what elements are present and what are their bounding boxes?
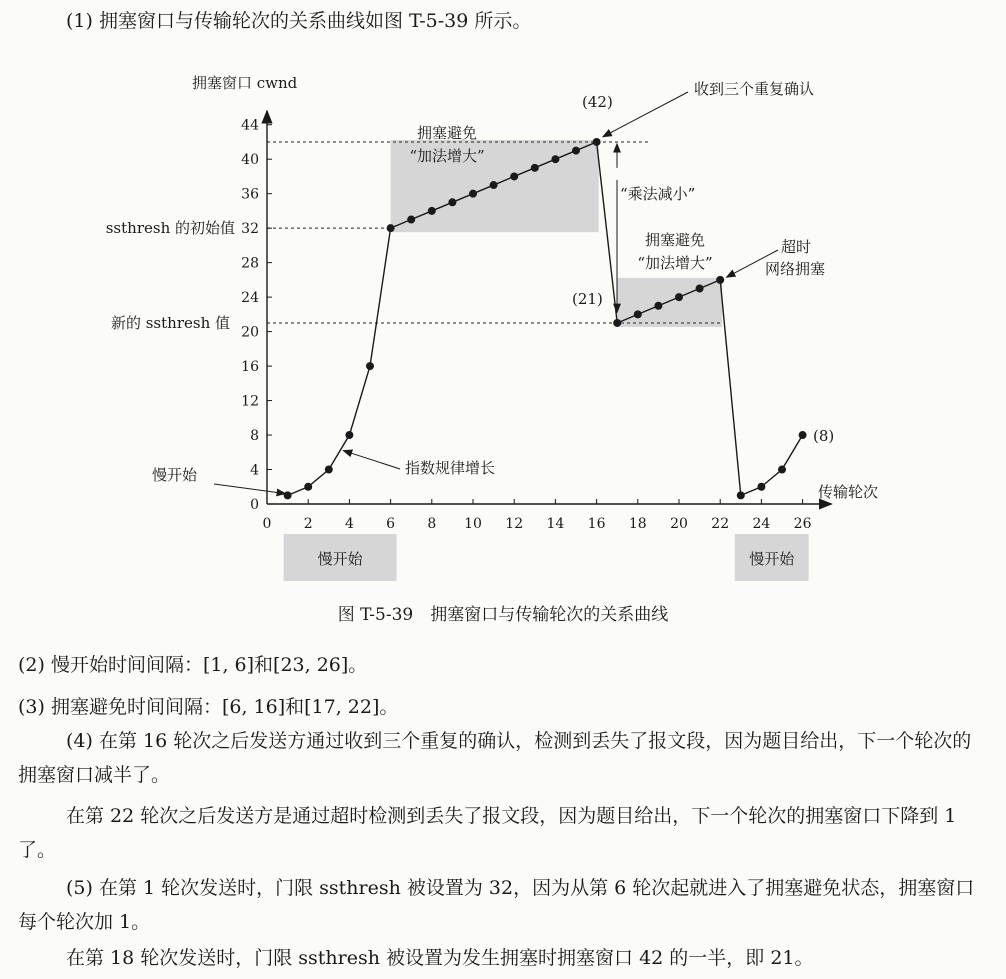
paragraph-3: (3) 拥塞避免时间间隔：[6, 16]和[17, 22]。 (18, 696, 399, 718)
data-point-15 (572, 147, 580, 155)
data-point-13 (531, 164, 539, 172)
exp-growth-arrow (343, 451, 400, 469)
data-point-26 (799, 431, 807, 439)
series-segment-2 (741, 435, 803, 495)
figure-caption: 图 T-5-39 拥塞窗口与传输轮次的关系曲线 (337, 605, 669, 625)
x-tick-label-2: 2 (303, 516, 313, 532)
data-point-11 (490, 181, 498, 189)
x-tick-label-26: 26 (793, 516, 812, 532)
ca2-title: 拥塞避免 (644, 231, 706, 249)
data-point-1 (284, 491, 292, 499)
y-tick-label-0: 0 (250, 497, 259, 513)
y-tick-label-16: 16 (241, 359, 259, 376)
data-point-18 (634, 310, 642, 318)
mult-dec-label: “乘法减小” (620, 185, 696, 203)
shaded-regions (284, 140, 812, 581)
y-tick-label-4: 4 (250, 462, 259, 479)
data-point-7 (407, 216, 415, 224)
x-tick-label-20: 20 (670, 516, 688, 532)
paragraph-5b: 在第 18 轮次发送时，门限 ssthresh 被设置为发生拥塞时拥塞窗口 42 的一半，即 21。 (66, 947, 814, 969)
y-tick-label-44: 44 (241, 117, 259, 134)
data-point-17 (613, 319, 621, 327)
data-point-9 (448, 198, 456, 206)
cwnd-chart (0, 60, 1006, 600)
ca1-subtitle: “加法增大” (409, 147, 485, 165)
data-point-24 (757, 483, 765, 491)
x-tick-label-6: 6 (386, 516, 396, 532)
data-point-5 (366, 362, 374, 370)
x-tick-label-24: 24 (752, 516, 771, 532)
data-point-21 (696, 285, 704, 293)
data-point-6 (387, 224, 395, 232)
y-tick-label-20: 20 (241, 324, 259, 341)
network-congestion-label: 网络拥塞 (765, 260, 826, 278)
drop-22-23 (720, 280, 741, 496)
x-tick-label-0: 0 (262, 516, 272, 532)
x-tick-label-18: 18 (628, 516, 647, 532)
x-tick-label-4: 4 (344, 516, 354, 532)
x-axis-label: 传输轮次 (818, 483, 879, 501)
x-tick-label-22: 22 (711, 516, 730, 532)
data-point-22 (716, 276, 724, 284)
y-tick-label-36: 36 (241, 186, 259, 203)
peak-42-label: (42) (582, 93, 613, 111)
data-point-3 (325, 466, 333, 474)
x-tick-label-16: 16 (587, 516, 606, 532)
paragraph-4b: 在第 22 轮次之后发送方是通过超时检测到丢失了报文段，因为题目给出，下一个轮次的拥塞窗口下降到 1 了。 (18, 805, 957, 861)
y-tick-label-40: 40 (241, 152, 259, 169)
paragraph-5a: (5) 在第 1 轮次发送时，门限 ssthresh 被设置为 32，因为从第 6 轮次起就进入了拥塞避免状态，拥塞窗口每个轮次加 1。 (18, 877, 975, 933)
slow-start-label: 慢开始 (152, 466, 198, 484)
data-point-10 (469, 190, 477, 198)
y-tick-label-32: 32 (241, 221, 259, 238)
data-point-12 (510, 172, 518, 180)
y-tick-label-12: 12 (241, 393, 259, 410)
data-point-2 (304, 483, 312, 491)
ca2-subtitle: “加法增大” (637, 254, 713, 272)
x-tick-label-10: 10 (464, 516, 482, 532)
timeout-label: 超时 (781, 238, 812, 256)
y-tick-label-28: 28 (241, 255, 259, 272)
data-point-14 (551, 155, 559, 163)
paragraph-2: (2) 慢开始时间间隔：[1, 6]和[23, 26]。 (18, 654, 368, 676)
slow-start-box-label-2: 慢开始 (317, 550, 363, 568)
x-tick-label-8: 8 (427, 516, 437, 532)
ssthresh-initial-label: ssthresh 的初始值 (105, 219, 235, 238)
slow-start-box-label-3: 慢开始 (749, 550, 795, 568)
y-axis-label: 拥塞窗口 cwnd (192, 74, 298, 92)
point-21-label: (21) (572, 290, 603, 308)
data-point-23 (737, 491, 745, 499)
slow-start-arrow (214, 484, 286, 494)
data-point-8 (428, 207, 436, 215)
y-tick-label-24: 24 (241, 290, 259, 307)
point-8-label: (8) (813, 427, 835, 445)
data-point-4 (345, 431, 353, 439)
y-tick-label-8: 8 (250, 428, 259, 445)
three-dup-ack-label: 收到三个重复确认 (694, 80, 815, 98)
exp-growth-label: 指数规律增长 (405, 459, 496, 477)
data-point-25 (778, 466, 786, 474)
data-point-19 (654, 302, 662, 310)
data-point-20 (675, 293, 683, 301)
paragraph-4a: (4) 在第 16 轮次之后发送方通过收到三个重复的确认，检测到丢失了报文段，因为题目给出，下一个轮次的拥塞窗口减半了。 (18, 730, 972, 786)
ca1-title: 拥塞避免 (416, 124, 478, 142)
paragraph-1: (1) 拥塞窗口与传输轮次的关系曲线如图 T-5-39 所示。 (66, 10, 532, 32)
x-tick-label-12: 12 (505, 516, 524, 532)
ssthresh-new-label: 新的 ssthresh 值 (110, 313, 230, 332)
x-tick-label-14: 14 (546, 516, 565, 532)
data-point-16 (593, 138, 601, 146)
three-dup-ack-arrow (603, 92, 688, 137)
